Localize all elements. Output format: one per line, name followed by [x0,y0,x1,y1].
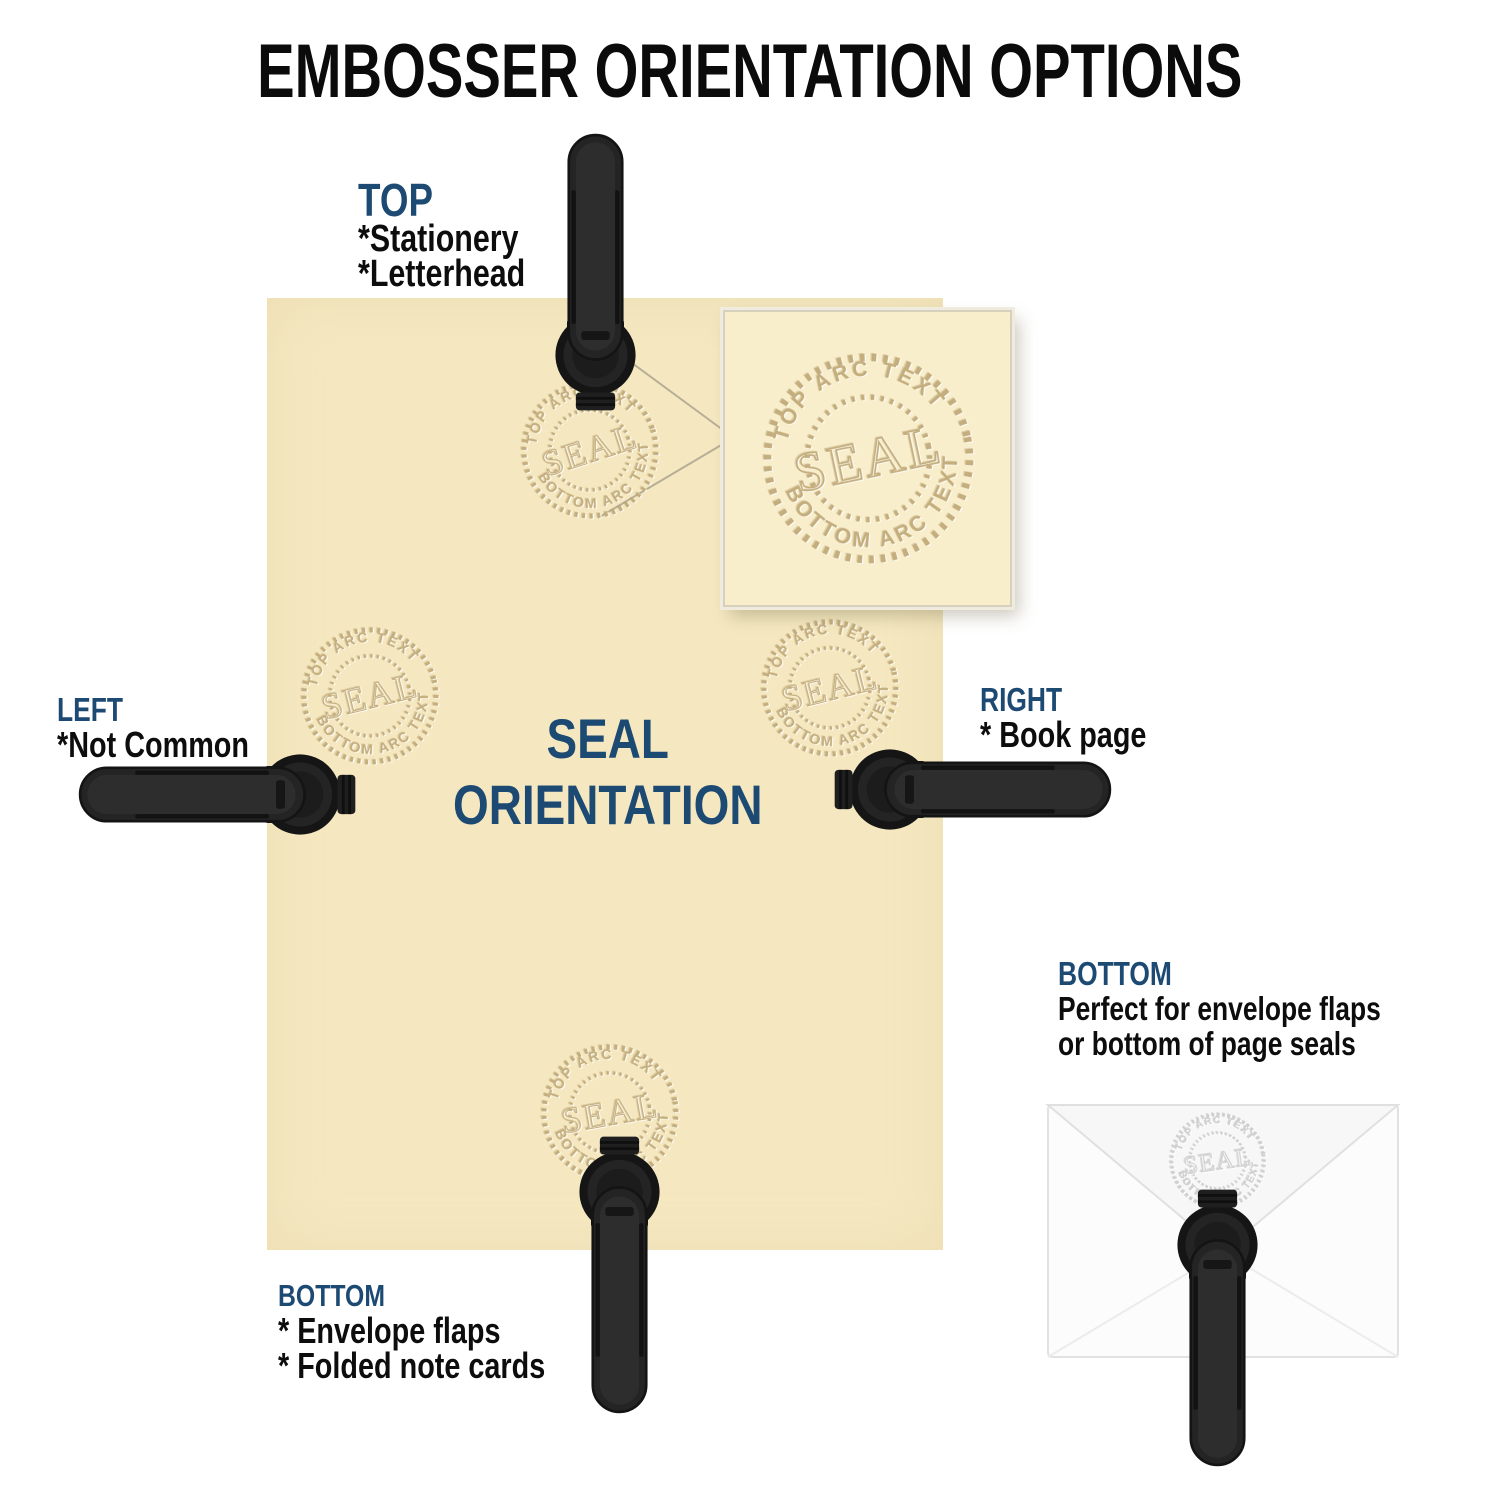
label-bottom-heading: BOTTOM [278,1278,385,1313]
label-top-note: *Letterhead [358,253,526,295]
page-title: EMBOSSER ORIENTATION OPTIONS [257,29,1243,114]
label-right-note: * Book page [980,714,1147,755]
label-bottom-callout-heading: BOTTOM [1058,955,1172,992]
label-bottom-callout [1058,956,1461,1061]
label-bottom [278,1278,612,1386]
label-top [358,174,567,295]
label-right-heading: RIGHT [980,681,1063,718]
label-left-note: *Not Common [57,724,249,765]
seal-orientation-label: SEAL ORIENTATION [453,707,763,836]
label-bottom-callout-note: Perfect for envelope flaps [1058,990,1381,1027]
label-left [57,691,297,765]
label-bottom-note: * Folded note cards [278,1345,546,1386]
label-top-heading: TOP [358,174,433,226]
label-left-heading: LEFT [57,691,123,728]
label-right [980,681,1188,755]
label-bottom-callout-note: or bottom of page seals [1058,1025,1356,1062]
label-bottom-note: * Envelope flaps [278,1310,501,1351]
seal-impression-inset [723,313,1014,604]
embosser-envelope [1164,1187,1271,1472]
label-top-note: *Stationery [358,218,519,260]
